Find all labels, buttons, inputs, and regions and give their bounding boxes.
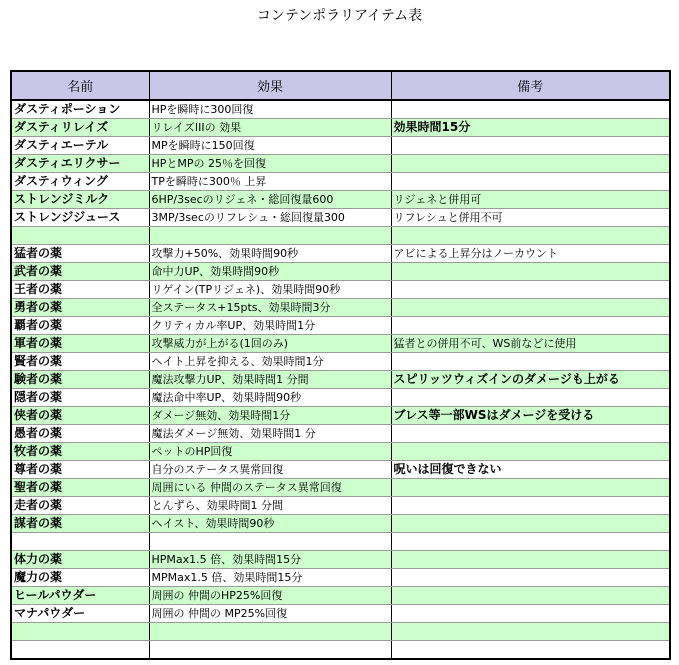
table-row xyxy=(11,191,670,209)
item-note-cell: リフレシュと併用不可 xyxy=(391,209,670,227)
item-note-cell xyxy=(391,227,670,245)
item-note-cell xyxy=(391,623,670,641)
item-name-cell xyxy=(11,641,149,660)
item-effect-cell: TPを瞬時に300％ 上昇 xyxy=(149,173,391,191)
item-effect-cell: とんずら、効果時間1 分間 xyxy=(149,497,391,515)
item-effect-cell: 命中力UP、効果時間90秒 xyxy=(149,263,391,281)
table-row xyxy=(11,281,670,299)
item-name-cell: ストレンジミルク xyxy=(11,191,149,209)
table-row xyxy=(11,119,670,137)
table-row xyxy=(11,335,670,353)
item-note-cell: 効果時間15分 xyxy=(391,119,670,137)
table-row xyxy=(11,227,670,245)
table-row xyxy=(11,569,670,587)
table-row xyxy=(11,155,670,173)
item-note-cell xyxy=(391,389,670,407)
item-name-cell: 侠者の薬 xyxy=(11,407,149,425)
item-effect-cell: ヘイスト、効果時間90秒 xyxy=(149,515,391,533)
item-name-cell xyxy=(11,533,149,551)
item-name-cell: ストレンジジュース xyxy=(11,209,149,227)
item-note-cell xyxy=(391,317,670,335)
item-effect-cell: 魔法命中率UP、効果時間90秒 xyxy=(149,389,391,407)
item-note-cell xyxy=(391,587,670,605)
item-effect-cell: 周囲にいる 仲間のステータス異常回復 xyxy=(149,479,391,497)
table-row xyxy=(11,371,670,389)
item-name-cell xyxy=(11,623,149,641)
item-note-cell xyxy=(391,443,670,461)
table-row xyxy=(11,533,670,551)
item-effect-cell: リゲイン(TPリジェネ)、効果時間90秒 xyxy=(149,281,391,299)
item-effect-cell: 3MP/3secのリフレシュ・総回復量300 xyxy=(149,209,391,227)
item-name-cell: 覇者の薬 xyxy=(11,317,149,335)
item-note-cell xyxy=(391,155,670,173)
item-effect-cell xyxy=(149,533,391,551)
item-effect-cell: 自分のステータス異常回復 xyxy=(149,461,391,479)
item-name-cell: 勇者の薬 xyxy=(11,299,149,317)
table-row xyxy=(11,299,670,317)
item-note-cell xyxy=(391,551,670,569)
table-row xyxy=(11,587,670,605)
item-name-cell: 賢者の薬 xyxy=(11,353,149,371)
item-effect-cell: ペットのHP回復 xyxy=(149,443,391,461)
item-name-cell: 牧者の薬 xyxy=(11,443,149,461)
header-name: 名前 xyxy=(11,71,149,100)
item-effect-cell: リレイズIIIの 効果 xyxy=(149,119,391,137)
table-row xyxy=(11,515,670,533)
item-effect-cell: ダメージ無効、効果時間1分 xyxy=(149,407,391,425)
item-note-cell xyxy=(391,533,670,551)
item-note-cell xyxy=(391,353,670,371)
item-note-cell xyxy=(391,263,670,281)
item-name-cell: 謀者の薬 xyxy=(11,515,149,533)
item-effect-cell: HPMax1.5 倍、効果時間15分 xyxy=(149,551,391,569)
item-note-cell xyxy=(391,515,670,533)
item-name-cell: 愚者の薬 xyxy=(11,425,149,443)
item-name-cell: 聖者の薬 xyxy=(11,479,149,497)
table-row xyxy=(11,245,670,263)
header-effect: 効果 xyxy=(149,71,391,100)
page-title: コンテンポラリアイテム表 xyxy=(256,8,423,24)
item-name-cell: 王者の薬 xyxy=(11,281,149,299)
item-note-cell xyxy=(391,173,670,191)
header-row xyxy=(11,71,670,100)
item-note-cell: スピリッツウィズインのダメージも上がる xyxy=(391,371,670,389)
item-name-cell: 験者の薬 xyxy=(11,371,149,389)
item-name-cell: ダスティウィング xyxy=(11,173,149,191)
table-row xyxy=(11,263,670,281)
item-effect-cell: 攻撃威力が上がる(1回のみ) xyxy=(149,335,391,353)
item-name-cell: 尊者の薬 xyxy=(11,461,149,479)
table-row xyxy=(11,443,670,461)
item-effect-cell: 全ステータス+15pts、効果時間3分 xyxy=(149,299,391,317)
table-row xyxy=(11,317,670,335)
item-effect-cell: クリティカル率UP、効果時間1分 xyxy=(149,317,391,335)
table-row xyxy=(11,425,670,443)
item-note-cell xyxy=(391,569,670,587)
item-note-cell xyxy=(391,137,670,155)
item-effect-cell: ヘイト上昇を抑える、効果時間1分 xyxy=(149,353,391,371)
table-row xyxy=(11,605,670,623)
item-name-cell: マナパウダー xyxy=(11,605,149,623)
item-name-cell xyxy=(11,227,149,245)
item-name-cell: 武者の薬 xyxy=(11,263,149,281)
item-note-cell xyxy=(391,281,670,299)
item-effect-cell: 周囲の 仲間の MP25%回復 xyxy=(149,605,391,623)
item-name-cell: 猛者の薬 xyxy=(11,245,149,263)
item-name-cell: ダスティエーテル xyxy=(11,137,149,155)
item-table xyxy=(10,70,671,660)
header-note: 備考 xyxy=(391,71,670,100)
item-note-cell xyxy=(391,100,670,119)
item-effect-cell: 周囲の 仲間のHP25%回復 xyxy=(149,587,391,605)
item-note-cell: 呪いは回復できない xyxy=(391,461,670,479)
item-note-cell xyxy=(391,299,670,317)
item-note-cell xyxy=(391,497,670,515)
table-row xyxy=(11,137,670,155)
item-name-cell: ダスティリレイズ xyxy=(11,119,149,137)
table-row xyxy=(11,461,670,479)
table-row xyxy=(11,497,670,515)
table-row xyxy=(11,389,670,407)
table-row xyxy=(11,641,670,660)
item-note-cell: 猛者との併用不可、WS前などに使用 xyxy=(391,335,670,353)
table-row xyxy=(11,100,670,119)
item-effect-cell: 魔法ダメージ無効、効果時間1 分 xyxy=(149,425,391,443)
item-effect-cell: 魔法攻撃力UP、効果時間1 分間 xyxy=(149,371,391,389)
item-effect-cell: 攻撃力+50%、効果時間90秒 xyxy=(149,245,391,263)
item-name-cell: 隠者の薬 xyxy=(11,389,149,407)
item-name-cell: ヒールパウダー xyxy=(11,587,149,605)
table-row xyxy=(11,479,670,497)
item-effect-cell: MPを瞬時に150回復 xyxy=(149,137,391,155)
item-name-cell: 走者の薬 xyxy=(11,497,149,515)
item-name-cell: 体力の薬 xyxy=(11,551,149,569)
item-note-cell: アビによる上昇分はノーカウント xyxy=(391,245,670,263)
item-effect-cell xyxy=(149,641,391,660)
table-row xyxy=(11,407,670,425)
table-row xyxy=(11,209,670,227)
table-row xyxy=(11,551,670,569)
item-name-cell: 魔力の薬 xyxy=(11,569,149,587)
item-note-cell: ブレス等一部WSはダメージを受ける xyxy=(391,407,670,425)
item-effect-cell xyxy=(149,227,391,245)
item-name-cell: ダスティエリクサー xyxy=(11,155,149,173)
item-name-cell: ダスティポーション xyxy=(11,100,149,119)
item-effect-cell: HPとMPの 25％を回復 xyxy=(149,155,391,173)
item-effect-cell: MPMax1.5 倍、効果時間15分 xyxy=(149,569,391,587)
table-row xyxy=(11,623,670,641)
item-effect-cell: 6HP/3secのリジェネ・総回復量600 xyxy=(149,191,391,209)
table-row xyxy=(11,173,670,191)
item-effect-cell xyxy=(149,623,391,641)
item-note-cell xyxy=(391,425,670,443)
item-note-cell xyxy=(391,605,670,623)
item-note-cell: リジェネと併用可 xyxy=(391,191,670,209)
item-effect-cell: HPを瞬時に300回復 xyxy=(149,100,391,119)
item-note-cell xyxy=(391,641,670,660)
item-name-cell: 軍者の薬 xyxy=(11,335,149,353)
item-note-cell xyxy=(391,479,670,497)
table-row xyxy=(11,353,670,371)
